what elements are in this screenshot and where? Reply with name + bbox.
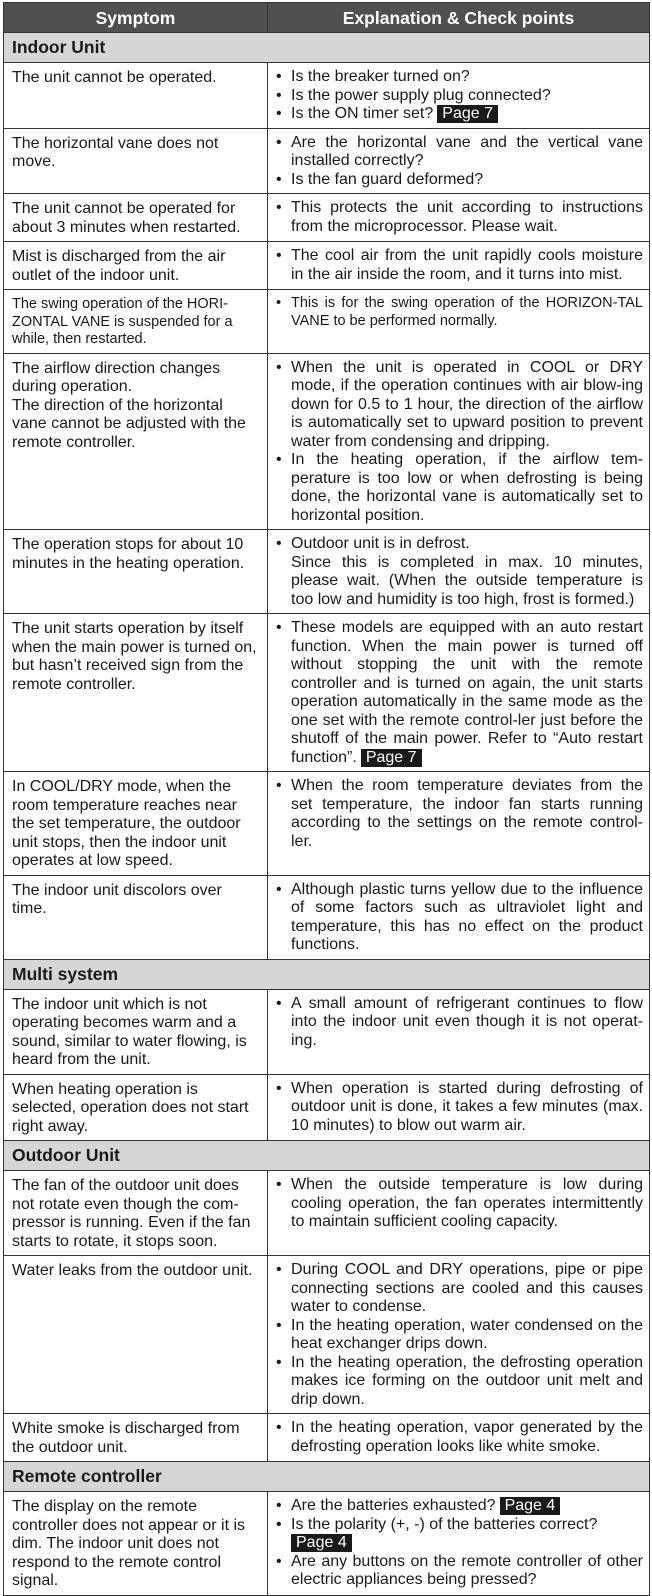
table-row (4, 772, 650, 876)
symptom-cell: The indoor unit which is not operating becomes warm and a sound, similar to water flowing, is heard from the unit. (4, 989, 268, 1074)
explanation-cell (268, 614, 650, 772)
explanation-cell (268, 772, 650, 876)
check-point: • Is the fan guard deformed? (274, 171, 643, 190)
symptom-cell: In COOL/DRY mode, when the room temperature reaches near the set temperature, the outdoor unit stops, then the indoor unit operates at low speed. (4, 772, 268, 876)
check-point: • When operation is started during defrosting of outdoor unit is done, it takes a few minutes (max. 10 minutes) to blow out warm air. (274, 1080, 643, 1136)
explanation-cell (268, 63, 650, 129)
check-point: • Are any buttons on the remote controller of other electric appliances being pressed? (274, 1553, 643, 1590)
table-row (4, 1256, 650, 1414)
troubleshooting-table (3, 2, 650, 1596)
symptom-cell: The unit cannot be operated. (4, 63, 268, 129)
symptom-cell: When heating operation is selected, operation does not start right away. (4, 1074, 268, 1141)
section-multi-system (4, 959, 650, 989)
explanation-cell (268, 1074, 650, 1141)
symptom-cell: The horizontal vane does not move. (4, 128, 268, 194)
check-point: • This protects the unit according to instructions from the microprocessor. Please wait. (274, 199, 643, 236)
header-explanation: Explanation & Check points (268, 3, 650, 33)
table-row (4, 353, 650, 530)
symptom-text: The direction of the horizontal vane cannot be adjusted with the remote controller. (12, 396, 246, 451)
section-remote-controller (4, 1462, 650, 1492)
check-point: • Is the breaker turned on? (274, 68, 643, 87)
check-point: • This is for the swing operation of the HORIZON-TAL VANE to be performed normally. (274, 295, 643, 330)
symptom-cell: The swing operation of the HORI-ZONTAL VANE is suspended for a while, then restarted. (4, 290, 268, 354)
table-header (4, 3, 650, 33)
symptom-cell (4, 353, 268, 530)
section-title: Indoor Unit (4, 33, 650, 63)
table-row (4, 1171, 650, 1256)
check-point: • Are the batteries exhausted? Page 4 (274, 1497, 643, 1516)
check-point: • Are the horizontal vane and the vertical vane installed correctly? (274, 134, 643, 171)
explanation-cell (268, 875, 650, 959)
check-point: • During COOL and DRY operations, pipe or pipe connecting sections are cooled and this causes water to condense. (274, 1261, 643, 1317)
table-row (4, 989, 650, 1074)
explanation-cell (268, 353, 650, 530)
check-point: • In the heating operation, water condensed on the heat exchanger drips down. (274, 1317, 643, 1354)
table-row (4, 63, 650, 129)
table-row (4, 1492, 650, 1596)
check-point: • Is the power supply plug connected? (274, 87, 643, 106)
check-point: • Outdoor unit is in defrost. Since this is completed in max. 10 minutes, please wait. (When the outside temperature is too low and humidity is too high, frost is formed.) (274, 535, 643, 609)
explanation-cell (268, 1256, 650, 1414)
symptom-text: The airflow direction changes during operation. (12, 359, 221, 395)
check-point: • In the heating operation, if the airflow tem-perature is too low or when defrosting is being done, the horizontal vane is automatically set to horizontal position. (274, 451, 643, 525)
explanation-cell (268, 989, 650, 1074)
page-reference-badge: Page 7 (361, 749, 422, 767)
table-row (4, 875, 650, 959)
page-reference-badge: Page 7 (437, 105, 498, 123)
table-row (4, 1074, 650, 1141)
symptom-cell: The fan of the outdoor unit does not rotate even though the com-pressor is running. Even if the fan starts to rotate, it stops soon. (4, 1171, 268, 1256)
table-row (4, 614, 650, 772)
explanation-cell (268, 1492, 650, 1596)
table-row (4, 128, 650, 194)
check-point: • Is the ON timer set? Page 7 (274, 105, 643, 124)
check-point: • When the outside temperature is low during cooling operation, the fan operates intermittently to maintain sufficient cooling capacity. (274, 1176, 643, 1232)
check-point: • The cool air from the unit rapidly cools moisture in the air inside the room, and it turns into mist. (274, 247, 643, 284)
explanation-cell (268, 1414, 650, 1462)
symptom-cell: The operation stops for about 10 minutes in the heating operation. (4, 530, 268, 614)
header-symptom: Symptom (4, 3, 268, 33)
symptom-cell: Water leaks from the outdoor unit. (4, 1256, 268, 1414)
check-point: • Although plastic turns yellow due to the influence of some factors such as ultraviolet light and temperature, this has no effect on the product functions. (274, 881, 643, 955)
table-row (4, 290, 650, 354)
page-reference-badge: Page 4 (291, 1534, 352, 1552)
symptom-cell: Mist is discharged from the air outlet of the indoor unit. (4, 242, 268, 290)
symptom-cell: The unit cannot be operated for about 3 minutes when restarted. (4, 194, 268, 242)
table-row (4, 1414, 650, 1462)
symptom-cell: The display on the remote controller does not appear or it is dim. The indoor unit does not respond to the remote control signal. (4, 1492, 268, 1596)
check-point: • These models are equipped with an auto restart function. When the main power is turned off without stopping the unit with the remote controller and is turned on again, the unit starts operation automatically in the same mode as the one set with the remote control-ler just before the shutoff of the main power. Refer to “Auto restart function”. Page 7 (274, 619, 643, 767)
section-outdoor-unit (4, 1141, 650, 1171)
check-point: • When the unit is operated in COOL or DRY mode, if the operation continues with air blow-ing down for 0.5 to 1 hour, the direction of the airflow is automatically set to upward position to prevent water from condensing and dripping. (274, 359, 643, 452)
section-indoor-unit (4, 33, 650, 63)
section-title: Multi system (4, 959, 650, 989)
check-point: • Is the polarity (+, -) of the batteries correct? Page 4 (274, 1516, 643, 1553)
explanation-cell (268, 128, 650, 194)
explanation-cell (268, 242, 650, 290)
check-point: • A small amount of refrigerant continues to flow into the indoor unit even though it is not operat-ing. (274, 995, 643, 1051)
check-point: • In the heating operation, vapor generated by the defrosting operation looks like white smoke. (274, 1419, 643, 1456)
symptom-cell: The indoor unit discolors over time. (4, 875, 268, 959)
explanation-cell (268, 194, 650, 242)
explanation-cell (268, 530, 650, 614)
check-point: • In the heating operation, the defrosting operation makes ice forming on the outdoor unit melt and drip down. (274, 1354, 643, 1410)
section-title: Outdoor Unit (4, 1141, 650, 1171)
explanation-cell (268, 1171, 650, 1256)
table-row (4, 242, 650, 290)
symptom-cell: The unit starts operation by itself when the main power is turned on, but hasn’t received sign from the remote controller. (4, 614, 268, 772)
table-row (4, 194, 650, 242)
check-point: • When the room temperature deviates from the set temperature, the indoor fan starts running according to the settings on the remote control-ler. (274, 777, 643, 851)
symptom-cell: White smoke is discharged from the outdoor unit. (4, 1414, 268, 1462)
page-reference-badge: Page 4 (500, 1497, 561, 1515)
table-row (4, 530, 650, 614)
explanation-cell (268, 290, 650, 354)
section-title: Remote controller (4, 1462, 650, 1492)
